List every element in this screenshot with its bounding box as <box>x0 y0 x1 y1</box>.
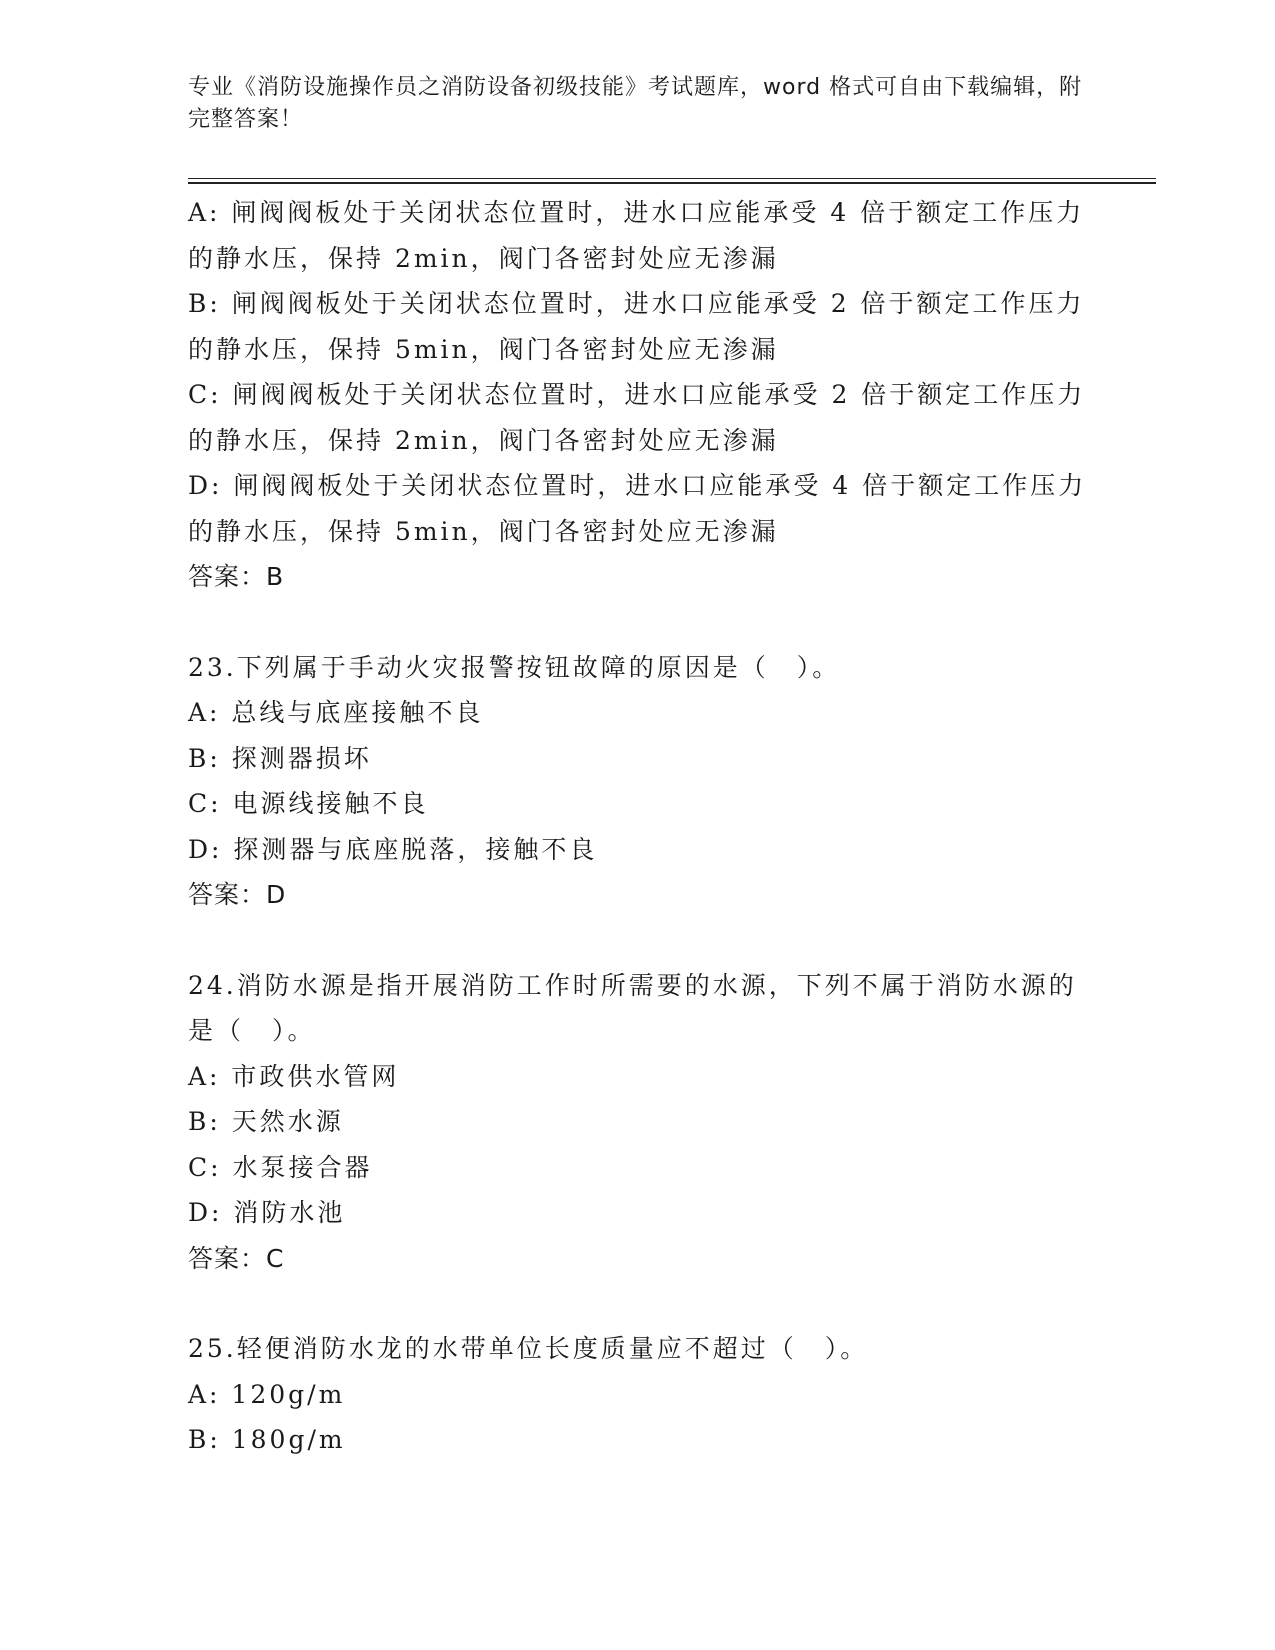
document-header <box>188 72 1088 136</box>
option-c: C: 闸阀阀板处于关闭状态位置时，进水口应能承受 2 倍于额定工作压力的静水压，保持 2min，阀门各密封处应无渗漏 <box>188 380 1086 455</box>
option-d: D: 消防水池 <box>188 1198 346 1227</box>
option-a: A: 120g/m <box>188 1379 346 1409</box>
question-text: 24.消防水源是指开展消防工作时所需要的水源，下列不属于消防水源的是（ ）。 <box>188 970 1077 1045</box>
answer-line: 答案：B <box>188 562 285 591</box>
spacer <box>188 1281 1088 1326</box>
question-content <box>188 190 1088 1463</box>
option-b: B: 闸阀阀板处于关闭状态位置时，进水口应能承受 2 倍于额定工作压力的静水压，保持 5min，阀门各密封处应无渗漏 <box>188 289 1085 364</box>
header-divider-thin <box>188 178 1156 179</box>
option-d: D: 探测器与底座脱落，接触不良 <box>188 834 598 864</box>
question-text: 23.下列属于手动火灾报警按钮故障的原因是（ ）。 <box>188 652 841 682</box>
header-text: 专业《消防设施操作员之消防设备初级技能》考试题库，word 格式可自由下载编辑，附完整答案！ <box>188 75 1083 132</box>
option-b: B: 180g/m <box>188 1425 346 1454</box>
spacer <box>188 918 1088 963</box>
answer-line: 答案：D <box>188 880 287 909</box>
option-a: A: 市政供水管网 <box>188 1061 400 1091</box>
option-d: D: 闸阀阀板处于关闭状态位置时，进水口应能承受 4 倍于额定工作压力的静水压，保持 5min，阀门各密封处应无渗漏 <box>188 471 1087 546</box>
question-text: 25.轻便消防水龙的水带单位长度质量应不超过（ ）。 <box>188 1334 869 1363</box>
question-block-23 <box>188 645 1088 918</box>
option-b: B: 探测器损坏 <box>188 743 372 773</box>
question-block-24 <box>188 963 1088 1282</box>
option-a: A: 闸阀阀板处于关闭状态位置时，进水口应能承受 4 倍于额定工作压力的静水压，保持 2min，阀门各密封处应无渗漏 <box>188 198 1085 273</box>
question-block-25 <box>188 1326 1088 1463</box>
answer-line: 答案：C <box>188 1243 285 1273</box>
question-block-22 <box>188 190 1088 600</box>
option-c: C: 电源线接触不良 <box>188 789 429 818</box>
header-divider-thick <box>188 182 1156 184</box>
spacer <box>188 600 1088 645</box>
option-c: C: 水泵接合器 <box>188 1152 373 1182</box>
option-a: A: 总线与底座接触不良 <box>188 698 484 727</box>
option-b: B: 天然水源 <box>188 1107 344 1136</box>
